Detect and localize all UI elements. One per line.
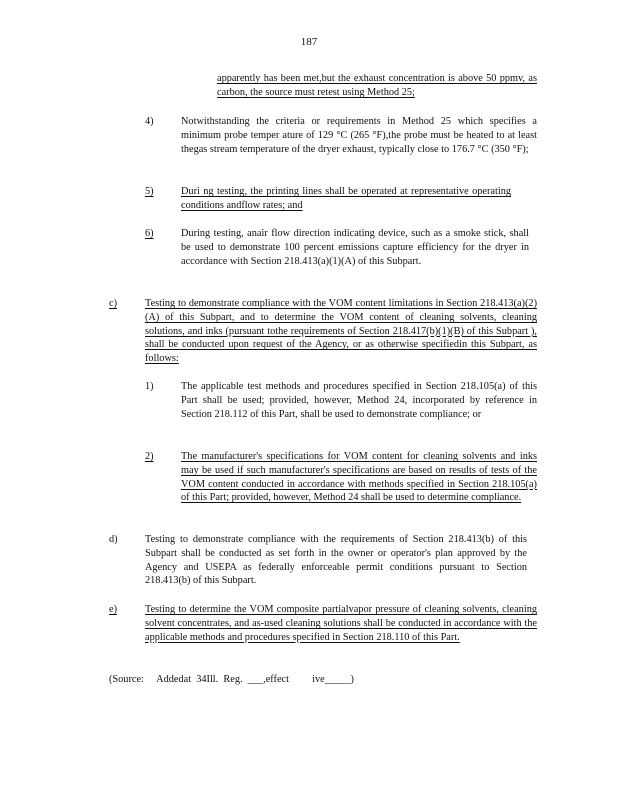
- item-marker: 1): [145, 381, 154, 392]
- item-text: Testing to demonstrate compliance with the requirements of Section 218.413(b) of this Subpart shall be conducted as set forth in the owner or operator's plan approved by the Agency and USEPA as federally enforceable permit conditions pursuant to Section 218.413(b) of this Subpart.: [145, 534, 527, 587]
- item-marker: 6): [145, 228, 154, 239]
- item-marker: e): [109, 604, 117, 615]
- item-text: Notwithstanding the criteria or requirements in Method 25 which specifies a minimum probe temper ature of 129 °C (265 °F),the probe must be heated to at least thegas stream temperature of the dryer exhaust, typically close to 176.7 °C (350 °F);: [181, 116, 537, 155]
- item-marker: 2): [145, 451, 154, 462]
- item-text: The manufacturer's specifications for VOM content for cleaning solvents and inks may be used if such manufacturer's specifications are based on results of tests of the VOM content conducted in accordance with methods specified in Section 218.105(a) of this Part; provided, however, Method 24 shall be used to determine compliance.: [181, 451, 537, 504]
- item-text: Testing to determine the VOM composite partialvapor pressure of cleaning solvents, cleaning solvent concentrates, and as-used cleaning solutions shall be conducted in accordance with the applicable methods and procedures specified in Section 218.110 of this Part.: [145, 604, 537, 643]
- item-text: During testing, anair flow direction indicating device, such as a smoke stick, shall be used to demonstrate 100 percent emissions capture efficiency for the dryer in accordance with Section 218.413(a)(1)(A) of this Subpart.: [181, 228, 529, 267]
- page-number: 187: [300, 36, 318, 48]
- item-text: Testing to demonstrate compliance with the VOM content limitations in Section 218.413(a)(2)(A) of this Subpart, and to determine the VOM content of cleaning solvents, cleaning solutions, and inks (pursuant tothe requirements of Section 218.417(b)(1)(B) of this Subpart ), shall be conducted upon request of the Agency, or as otherwise specifiedin this Subpart, as follows:: [145, 298, 537, 365]
- item-marker: c): [109, 298, 117, 309]
- item-text: The applicable test methods and procedures specified in Section 218.105(a) of this Part shall be used; provided, however, Method 24, incorporated by reference in Section 218.112 of this Part, shall be used to demonstrate compliance; or: [181, 381, 537, 420]
- item-marker: 4): [145, 116, 154, 127]
- item-marker: 5): [145, 186, 154, 197]
- item-marker: d): [109, 534, 118, 545]
- source-note: (Source: Addedat 34Ill. Reg. ___,effect ive_____): [109, 674, 354, 685]
- item-text: Duri ng testing, the printing lines shall be operated at representative operating conditions andflow rates; and: [181, 186, 511, 211]
- paragraph-continuation: apparently has been met,but the exhaust concentration is above 50 ppmv, as carbon, the source must retest using Method 25;: [217, 73, 537, 98]
